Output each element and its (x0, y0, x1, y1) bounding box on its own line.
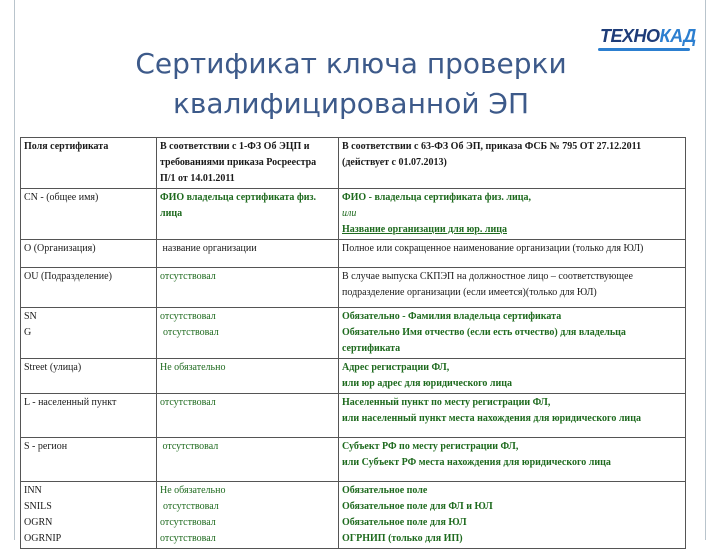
table-row (21, 268, 686, 308)
table-row (21, 240, 686, 268)
field-o: O (Организация) (21, 240, 157, 268)
table-row (21, 394, 686, 438)
technokad-logo: ТЕХНОКАД (600, 26, 696, 46)
table-row (21, 482, 686, 549)
table-row (21, 189, 686, 240)
field-ou: OU (Подразделение) (21, 268, 157, 308)
old-l: отсутствовал (157, 394, 339, 438)
title-line-1: Сертификат ключа проверки (135, 47, 567, 80)
old-street: Не обязательно (157, 359, 339, 394)
table-header-row (21, 138, 686, 189)
header-fields: Поля сертификата (21, 138, 157, 189)
table-row (21, 308, 686, 359)
old-ids: Не обязательно отсутствовал отсутствовал отсутствовал (157, 482, 339, 549)
new-ids: Обязательное поле Обязательное поле для ФЛ и ЮЛ Обязательное поле для ЮЛ ОГРНИП (только для ИП) (339, 482, 686, 549)
old-o: название организации (157, 240, 339, 268)
title-line-2: квалифицированной ЭП (172, 87, 530, 120)
new-street: Адрес регистрации ФЛ, или юр адрес для юридического лица (339, 359, 686, 394)
field-street: Street (улица) (21, 359, 157, 394)
new-sn-g: Обязательно - Фамилия владельца сертификата Обязательно Имя отчество (если есть отчество) для владельца сертификата (339, 308, 686, 359)
new-l: Населенный пункт по месту регистрации ФЛ, или населенный пункт места нахождения для юридического лица (339, 394, 686, 438)
field-sn-g: SN G (21, 308, 157, 359)
old-sn-g: отсутствовал отсутствовал (157, 308, 339, 359)
certificate-fields-table (20, 137, 686, 549)
slide-title (86, 44, 616, 124)
table-row (21, 359, 686, 394)
header-new-law: В соответствии с 63-ФЗ Об ЭП, приказа ФСБ № 795 ОТ 27.12.2011 (действует с 01.07.2013) (339, 138, 686, 189)
new-s: Субъект РФ по месту регистрации ФЛ, или Субъект РФ места нахождения для юридического лица (339, 438, 686, 482)
field-ids: INN SNILS OGRN OGRNIP (21, 482, 157, 549)
header-old-law: В соответствии с 1-ФЗ Об ЭЦП и требованиями приказа Росреестра П/1 от 14.01.2011 (157, 138, 339, 189)
new-cn: ФИО - владельца сертификата физ. лица, или Название организации для юр. лица (339, 189, 686, 240)
field-l: L - населенный пункт (21, 394, 157, 438)
new-o: Полное или сокращенное наименование организации (только для ЮЛ) (339, 240, 686, 268)
field-s: S - регион (21, 438, 157, 482)
table-row (21, 438, 686, 482)
old-cn: ФИО владельца сертификата физ. лица (157, 189, 339, 240)
field-cn: CN - (общее имя) (21, 189, 157, 240)
new-ou: В случае выпуска СКПЭП на должностное лицо – соответствующее подразделение организации (если имеется)(только для ЮЛ) (339, 268, 686, 308)
old-s: отсутствовал (157, 438, 339, 482)
old-ou: отсутствовал (157, 268, 339, 308)
